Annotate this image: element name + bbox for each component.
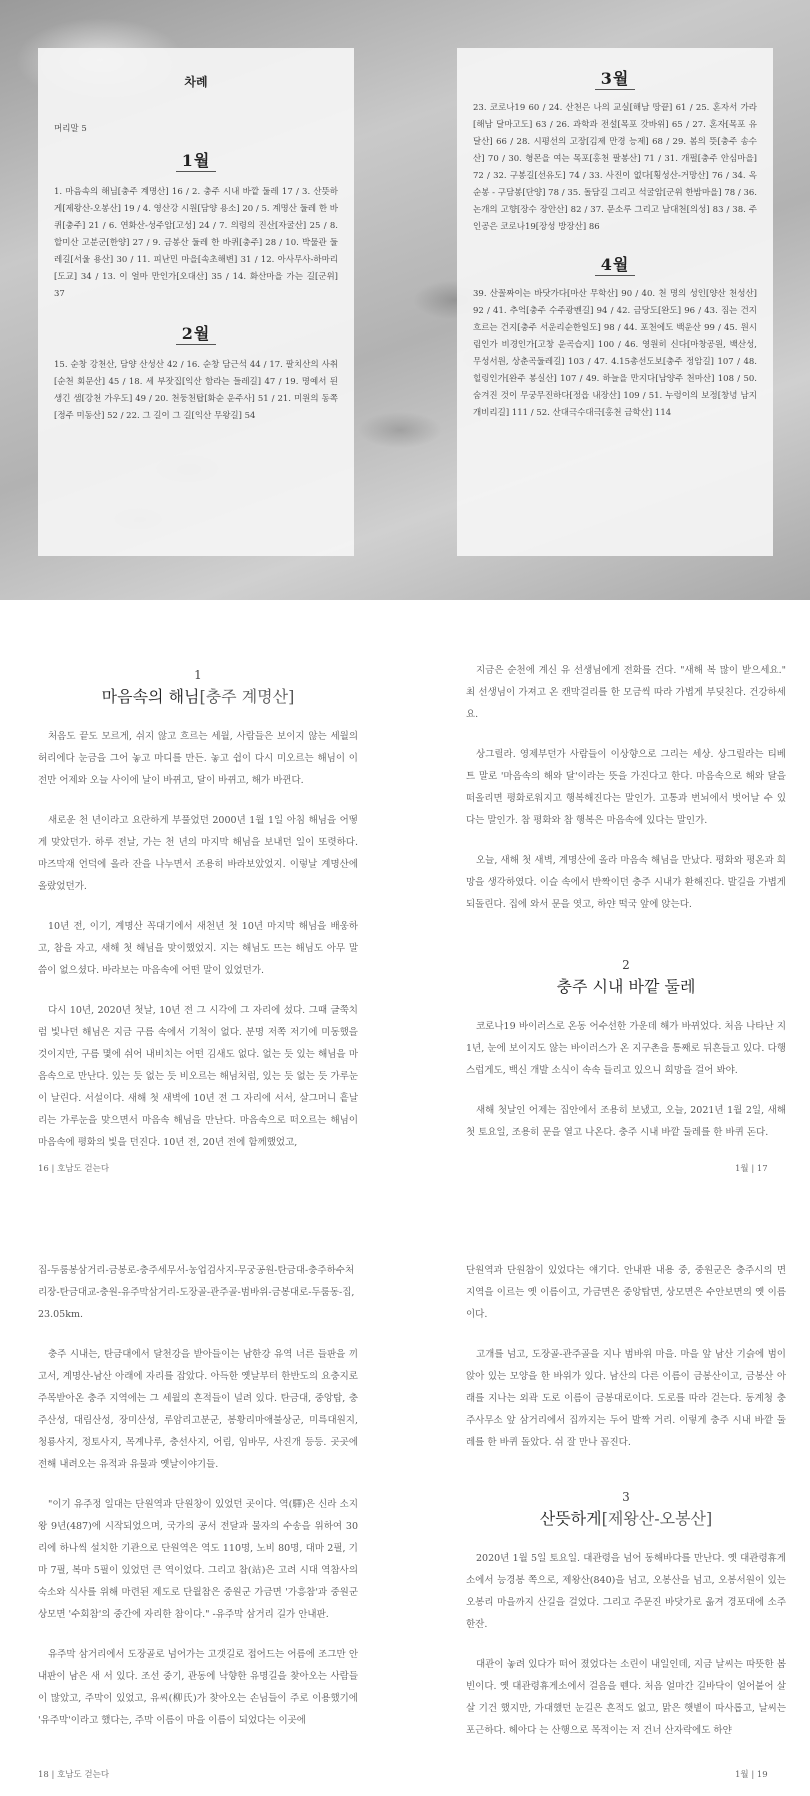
paragraph: 지금은 순천에 계신 유 선생님에게 전화를 건다. "새해 복 많이 받으세요." 최 선생님이 가져고 온 캔막걸리를 한 모금씩 따라 가볍게 부딪친다. 건강하세요.	[466, 665, 786, 720]
paragraph: 단원역과 단원참이 있었다는 얘기다. 안내판 내용 중, 중원군은 충주시의 면 지역을 이르는 옛 이름이고, 가금면은 중앙탑면, 상모면은 수안보면의 옛 이름이다.	[466, 1265, 786, 1320]
paragraph: 대관이 놓려 있다가 떠어 졌었다는 소린이 내일인데, 지금 날씨는 따뜻한 봄빈이다. 옛 대관령휴게소에서 걸음을 뗀다. 처음 얼마간 길바닥이 얼어붙어 살살 기건 했지만, 가대했던 눈길은 흔적도 없고, 맑은 햇볕이 따사롭고, 날씨는 포근하다. 헤아다 는 산행으로 목적이는 저 건너 산자락에도 하얀	[466, 1659, 786, 1736]
chapter-number: 3	[622, 1490, 630, 1504]
table-of-contents-spread	[0, 0, 810, 600]
page-footer: 18 | 호남도 걷는다	[38, 1770, 110, 1780]
page-16	[38, 664, 358, 1172]
paragraph: 10년 전, 이기, 계명산 꼭대기에서 새천년 첫 10년 마지막 해님을 배웅하고, 참을 자고, 새해 첫 해님을 맞이했었지. 지는 해님도 뜨는 해님도 아무 말씀이 없으셨다. 바라보는 마음속에 어떤 말이 있었던가.	[38, 921, 358, 976]
paragraph: 상그릴라. 영제부던가 사람들이 이상향으로 그리는 세상. 상그릴라는 티베트 말로 '마음속의 해와 달'이라는 뜻을 가진다고 한다. 마음속으로 해와 달을 떠올리면 평화로워지고 행복해진다는 말인가. 고통과 번뇌에서 벗어날 수 있다는 말인가. 참 평화와 참 행복은 마음속에 있다는 말인가.	[466, 749, 786, 826]
toc-jan-items: 1. 마음속의 해님[충주 계명산] 16 / 2. 충주 시내 바깥 둘레 17 / 3. 산뜻하게[제왕산-오봉산] 19 / 4. 영산강 시원[담양 용소] 20 / 5. 계명산 둘레 한 바퀴[충주] 21 / 6. 연화산-성주암[고성] 24 / 7. 의령의 진산[자굴산] 25 / 8. 할미산 고분군[한양] 27 / 9. 금봉산 둘레 한 바퀴[충주] 28 / 10. 박물관 둘레길[서울 용산] 30 / 11. 피난민 마을[속초해변] 31 / 12. 아사무사-하마리[도교] 34 / 13. 이 얼마 만인가[오대산] 35 / 14. 화산마을 가는 길[군위] 37	[54, 187, 338, 299]
page-footer: 1월 | 19	[735, 1770, 768, 1780]
paragraph: 충주 시내는, 탄금대에서 달천강을 받아들이는 남한강 유역 너른 들판을 끼고서, 계명산-남산 아래에 자리를 잡았다. 아득한 옛날부터 한반도의 요충지로 주목받아온 충주 지역에는 그 세월의 흔적들이 널려 있다. 탄금대, 중앙탑, 충주산성, 대림산성, 장미산성, 루암리고분군, 봉황리마애불상군, 미륵대원지, 청룡사지, 정토사지, 목계나루, 충선사지, 어림, 임바무, 사진개 등등. 곳곳에 전해 내려오는 유적과 유물과 옛날이야기들.	[38, 1349, 358, 1470]
chapter-title	[38, 686, 358, 708]
page-footer: 16 | 호남도 걷는다	[38, 1164, 110, 1174]
paragraph: 새해 첫날인 어제는 집안에서 조용히 보냈고, 오늘, 2021년 1월 2일, 새해 첫 토요일, 조용히 문을 열고 나온다. 충주 시내 바깥 둘레를 한 바퀴 돈다.	[466, 1105, 786, 1138]
paragraph: 고개를 넘고, 도장골-관주골을 지나 범바위 마을. 마을 앞 남산 기슭에 범이 앉아 있는 모양을 한 바위가 있다. 남산의 다른 이름이 금봉산이고, 금봉산 아래를 지나는 외곽 도로 이름이 금봉대로이다. 도로를 따라 걷는다. 동계청 충주사무소 앞 삼거리에서 집까지는 두어 발짝 거리. 이렇게 충주 시내 바깥 둘레를 한 바퀴 돌았다. 쉬 잘 만나 꼽진다.	[466, 1349, 786, 1448]
chapter-place: [제왕산-오봉산]	[601, 1509, 713, 1528]
chapter-title: 충주 시내 바깥 둘레	[556, 977, 696, 996]
toc-month-mar: 3월	[600, 69, 630, 88]
toc-month-feb: 2월	[181, 324, 211, 343]
page-footer: 1월 | 17	[735, 1164, 768, 1174]
paragraph: 집-두룸봉삼거리-금봉로-충주세무서-농업검사지-무궁공원-탄금대-충주하수처리장-탄금대교-충원-유주막삼거리-도장골-관주골-범바위-금봉대로-두룸동-집, 23.05km.	[38, 1265, 355, 1320]
paragraph: 처음도 끝도 모르게, 쉬지 않고 흐르는 세월, 사람들은 보이지 않는 세월의 허리에다 눈금을 그어 놓고 마디를 만든. 놓고 쉽이 다시 미오르는 해님이 이전만 어제와 오늘 사이에 날이 바뀌고, 달이 바뀌고, 해가 바뀐다.	[38, 731, 358, 786]
paragraph: 오늘, 새해 첫 새벽, 계명산에 올라 마음속 해님을 만났다. 평화와 평온과 희망을 생각하였다. 이슬 속에서 반짝이던 충주 시내가 환해진다. 발길을 가볍게 되돌린다. 집에 와서 문을 엿고, 하얀 떡국 앞에 앉는다.	[466, 855, 786, 910]
toc-feb-items: 15. 순창 강천산, 담양 산성산 42 / 16. 순창 담근석 44 / 17. 팔치산의 사취[순천 회문산] 45 / 18. 세 부잣집[익산 함라는 들레길] 47 / 19. 명예서 된 생긴 샘[강천 가우도] 49 / 20. 천둥천탑[화순 운주사] 51 / 21. 미원의 동쪽[정주 미동산] 52 / 22. 그 길이 그 길[익산 무왕길] 54	[54, 360, 338, 421]
toc-mar-items: 23. 코로나19 60 / 24. 산천은 나의 교실[해남 땅끝] 61 / 25. 혼자서 가라[해남 달마고도] 63 / 26. 과학과 전설[목포 갓바위] 65 / 27. 혼자[목포 유달산] 66 / 28. 시평선의 고장[김제 만경 능제] 68 / 29. 봄의 뜻[충주 송수산] 70 / 30. 형몬을 여는 목포[홍천 팔봉산] 71 / 31. 개펄[충주 안심마을] 72 / 32. 구봉길[선유도] 74 / 33. 사진이 없다[횡성산-거망산] 76 / 34. 옥순봉 - 구담봉[단양] 78 / 35. 돌담길 그리고 석굴암[군위 한밤마을] 78 / 36. 논개의 고향[장수 장안산] 82 / 37. 문소루 그리고 남대천[의성] 83 / 38. 주인공은 코로나19[장성 방장산] 86	[473, 103, 757, 232]
paragraph: 코로나19 바이러스로 온동 어수선한 가운데 해가 바뀌었다. 처음 나타난 지 1년, 눈에 보이지도 않는 바이러스가 온 지구촌을 통째로 뒤흔들고 있다. 다행스럽게도, 백신 개발 소식이 속속 들리고 있으니 희망을 걸어 봐야.	[466, 1021, 786, 1076]
toc-intro: 머리말 5	[54, 124, 87, 134]
chapter-number: 2	[622, 958, 630, 972]
paragraph: 새로운 천 년이라고 요란하게 부풀었던 2000년 1월 1일 아침 해님을 어떻게 맞았던가. 하루 전날, 가는 천 년의 마지막 해님을 보내던 일이 또렷하다. 마즈막재 언덕에 올라 잔을 나누면서 조용히 바라보았었지. 이렇날 계명산에 올랐었던가.	[38, 815, 358, 892]
toc-left-panel	[38, 48, 354, 556]
chapter-title	[466, 1508, 786, 1530]
chapter-title-text: 마음속의 해님	[101, 687, 200, 706]
paragraph: "이기 유주정 일대는 단원역과 단원창이 있었던 곳이다. 역(驛)은 신라 소지왕 9년(487)에 시작되었으며, 국가의 공서 전달과 물자의 수송을 위하여 30리에 하나씩 설치한 기관으로 단원역은 역도 110명, 노비 80명, 대마 2필, 기마 7필, 복마 5필이 있었던 큰 역이었다. 그리고 참(站)은 고려 시대 역참사의 숙소와 식사를 위해 마련된 제도로 단월참은 중원군 가금면 '가흥참'과 중원군 상모면 '수회참'의 중간에 자리한 참이다." -유주막 삼거리 길가 안내판.	[38, 1499, 358, 1620]
page-18	[38, 1260, 358, 1750]
paragraph: 다시 10년, 2020년 첫날, 10년 전 그 시각에 그 자리에 섰다. 그때 글쭉치럼 빛나던 해님은 지금 구름 속에서 기척이 없다. 분명 저쪽 저기에 미동했을 것이지만, 구름 몇에 쉬어 내비치는 어떤 김새도 없다. 없는 듯 있는 해님을 마음속으로 만난다. 있는 듯 없는 듯 비오르는 해님처럼, 있는 듯 없는 듯 가루눈이 날린다. 서설이다. 새해 첫 새벽에 10년 전 그 자리에 서서, 살그머니 흩날리는 가루눈을 맞으면서 마음속 해님을 만난다. 마음속으로 떠오르는 해님이 마음속에 평화의 빛을 던진다. 10년 전, 20년 전에 함께했었고,	[38, 1005, 358, 1148]
toc-right-panel	[457, 48, 773, 556]
paragraph: 유주막 삼거리에서 도장골로 넘어가는 고갯길로 접어드는 어름에 조그만 안내판이 남은 새 서 있다. 조선 중기, 관동에 낙향한 유명길을 찾아오는 사람들이 많았고, 주막이 있었고, 유씨(柳氏)가 찾아오는 손님들이 주로 이용했기에 '유주막'이라고 했다는, 주막 이름이 마을 이름이 되었다는 이곳에	[38, 1649, 358, 1726]
page-17	[466, 660, 786, 1162]
toc-apr-items: 39. 산꼴짜이는 바닷가다[마산 무학산] 90 / 40. 천 명의 성인[양산 천성산] 92 / 41. 추억[충주 수주광벤길] 94 / 42. 금당도[완도] 96 / 43. 짐는 건지 흐르는 건지[충주 서운리순한일도] 98 / 44. 포천에도 백운산 99 / 45. 원시림인가 비경인가[고창 운곡습지] 100 / 46. 영원히 신다[마창공원, 백산성, 무성서원, 상춘곡둘레길] 103 / 47. 4.15총선도보[충주 정암길] 107 / 48. 힐링인가[완주 봉실산] 107 / 49. 하늘을 만지다[남양주 천마산] 108 / 50. 숨겨진 것이 무궁무진하다[정읍 내장산] 109 / 51. 누렁이의 보정[창녕 남지 개비리길] 111 / 52. 산대극수대극[홍천 금학산] 114	[473, 289, 757, 418]
paragraph: 2020년 1월 5일 토요일. 대관령을 넘어 동해바다를 만난다. 옛 대관령휴게소에서 능경봉 쪽으로, 제왕산(840)을 넘고, 오봉산을 넘고, 오봉서원이 있는 오봉리 마을까지 산길을 걸었다. 그리고 주문진 바닷가로 옮겨 경포대에 소주 한잔.	[466, 1553, 786, 1630]
chapter-title-text: 산뜻하게	[539, 1509, 602, 1528]
chapter-number: 1	[194, 668, 202, 682]
chapter-place: [충주 계명산]	[199, 687, 295, 706]
toc-title: 차례	[184, 75, 208, 89]
toc-month-jan: 1월	[181, 151, 211, 170]
toc-month-apr: 4월	[600, 255, 630, 274]
page-19	[466, 1260, 786, 1760]
